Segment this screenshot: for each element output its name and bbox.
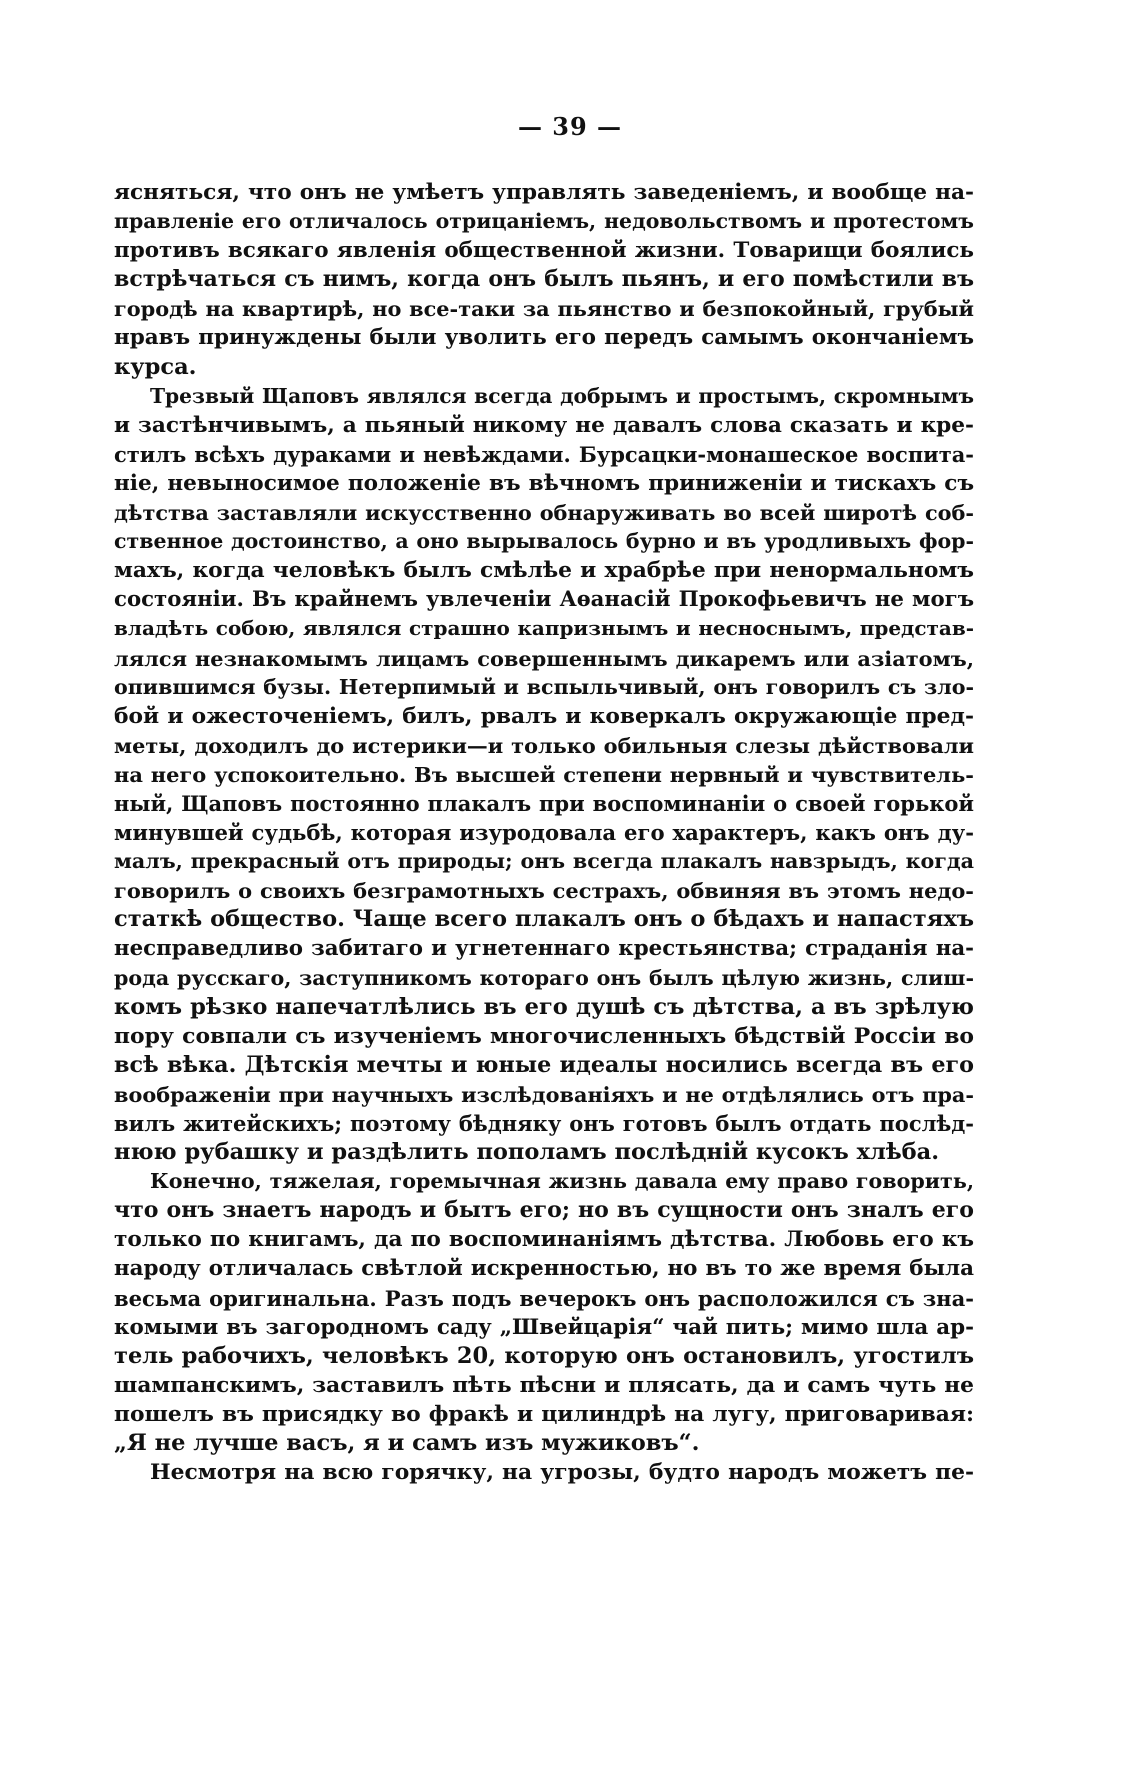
text-line: ный, Щаповъ постоянно плакалъ при воспоминаніи о своей горькой (114, 790, 974, 816)
text-line: лялся незнакомымъ лицамъ совершеннымъ дикаремъ или азіатомъ, (114, 645, 974, 671)
text-line: дѣтства заставляли искусственно обнаруживать во всей широтѣ соб- (114, 500, 974, 526)
text-line: махъ, когда человѣкъ былъ смѣлѣе и храбрѣе при ненормальномъ (114, 558, 974, 584)
text-line: ственное достоинство, а оно вырывалось бурно и въ уродливыхъ фор- (114, 529, 974, 554)
text-line: опившимся бузы. Нетерпимый и вспыльчивый, онъ говорилъ съ зло- (114, 674, 974, 699)
text-line: комыми въ загородномъ саду „Швейцарія“ чай пить; мимо шла ар- (114, 1314, 974, 1340)
text-line: нюю рубашку и раздѣлить пополамъ послѣдній кусокъ хлѣба. (114, 1139, 940, 1166)
body-text (114, 178, 974, 1487)
text-line: нравъ принуждены были уволить его передъ самымъ окончаніемъ (114, 325, 974, 351)
text-line: несправедливо забитаго и угнетеннаго крестьянства; страданія на- (114, 936, 974, 962)
text-line: воображеніи при научныхъ изслѣдованіяхъ и не отдѣлялись отъ пра- (114, 1081, 974, 1107)
text-line: „Я не лучше васъ, я и самъ изъ мужиковъ“. (114, 1430, 700, 1457)
text-line: что онъ знаетъ народъ и бытъ его; но въ сущности онъ зналъ его (114, 1197, 974, 1224)
text-line: статкѣ общество. Чаще всего плакалъ онъ о бѣдахъ и напастяхъ (114, 906, 974, 933)
text-line: противъ всякаго явленія общественной жизни. Товарищи боялись (114, 238, 974, 264)
text-line: и застѣнчивымъ, а пьяный никому не давалъ слова сказать и кре- (114, 412, 974, 438)
text-line: Трезвый Щаповъ являлся всегда добрымъ и простымъ, скромнымъ (150, 383, 974, 408)
text-line: на него успокоительно. Въ высшей степени нервный и чувствитель- (114, 761, 974, 787)
text-line: минувшей судьбѣ, которая изуродовала его характеръ, какъ онъ ду- (114, 820, 974, 846)
text-line: пошелъ въ присядку во фракѣ и цилиндрѣ на лугу, приговаривая: (114, 1401, 974, 1427)
text-line: правленіе его отличалось отрицаніемъ, недовольствомъ и протестомъ (114, 209, 974, 234)
text-line: меты, доходилъ до истерики—и только обильныя слезы дѣйствовали (114, 732, 974, 758)
text-line: всѣ вѣка. Дѣтскія мечты и юные идеалы носились всегда въ его (114, 1051, 974, 1078)
text-line: малъ, прекрасный отъ природы; онъ всегда плакалъ навзрыдъ, когда (114, 849, 974, 874)
text-line: курса. (114, 353, 197, 380)
text-line: владѣть собою, являлся страшно капризнымъ и несноснымъ, представ- (114, 616, 974, 641)
text-line: стилъ всѣхъ дураками и невѣждами. Бурсацки-монашеское воспита- (114, 441, 974, 467)
text-line: комъ рѣзко напечатлѣлись въ его душѣ съ дѣтства, а въ зрѣлую (114, 993, 974, 1020)
text-line: только по книгамъ, да по воспоминаніямъ дѣтства. Любовь его къ (114, 1227, 974, 1253)
text-line: состояніи. Въ крайнемъ увлеченіи Аѳанасій Прокофьевичъ не могъ (114, 587, 974, 613)
text-line: Несмотря на всю горячку, на угрозы, будто народъ можетъ пе- (150, 1460, 974, 1486)
text-line: шампанскимъ, заставилъ пѣть пѣсни и плясать, да и самъ чуть не (114, 1372, 974, 1398)
text-line: ніе, невыносимое положеніе въ вѣчномъ приниженіи и тискахъ съ (114, 470, 974, 496)
text-line: городѣ на квартирѣ, но все-таки за пьянство и безпокойный, грубый (114, 296, 974, 322)
page-number: — 39 — (517, 112, 623, 141)
text-line: встрѣчаться съ нимъ, когда онъ былъ пьянъ, и его помѣстили въ (114, 266, 974, 293)
text-line: весьма оригинальна. Разъ подъ вечерокъ онъ расположился съ зна- (114, 1285, 974, 1311)
text-line: народу отличалась свѣтлой искренностью, но въ то же время была (114, 1256, 974, 1282)
text-line: бой и ожесточеніемъ, билъ, рвалъ и коверкалъ окружающіе пред- (114, 703, 974, 729)
text-line: тель рабочихъ, человѣкъ 20, которую онъ остановилъ, угостилъ (114, 1342, 974, 1369)
text-line: говорилъ о своихъ безграмотныхъ сестрахъ, обвиняя въ этомъ недо- (114, 878, 974, 904)
text-line: рода русскаго, заступникомъ котораго онъ былъ цѣлую жизнь, слиш- (114, 965, 974, 990)
text-line: пору совпали съ изученіемъ многочисленныхъ бѣдствій Россіи во (114, 1022, 974, 1049)
text-line: ясняться, что онъ не умѣетъ управлять заведеніемъ, и вообще на- (114, 180, 974, 205)
text-line: вилъ житейскихъ; поэтому бѣдняку онъ готовъ былъ отдать послѣд- (114, 1111, 974, 1136)
text-line: Конечно, тяжелая, горемычная жизнь давала ему право говорить, (150, 1169, 974, 1194)
